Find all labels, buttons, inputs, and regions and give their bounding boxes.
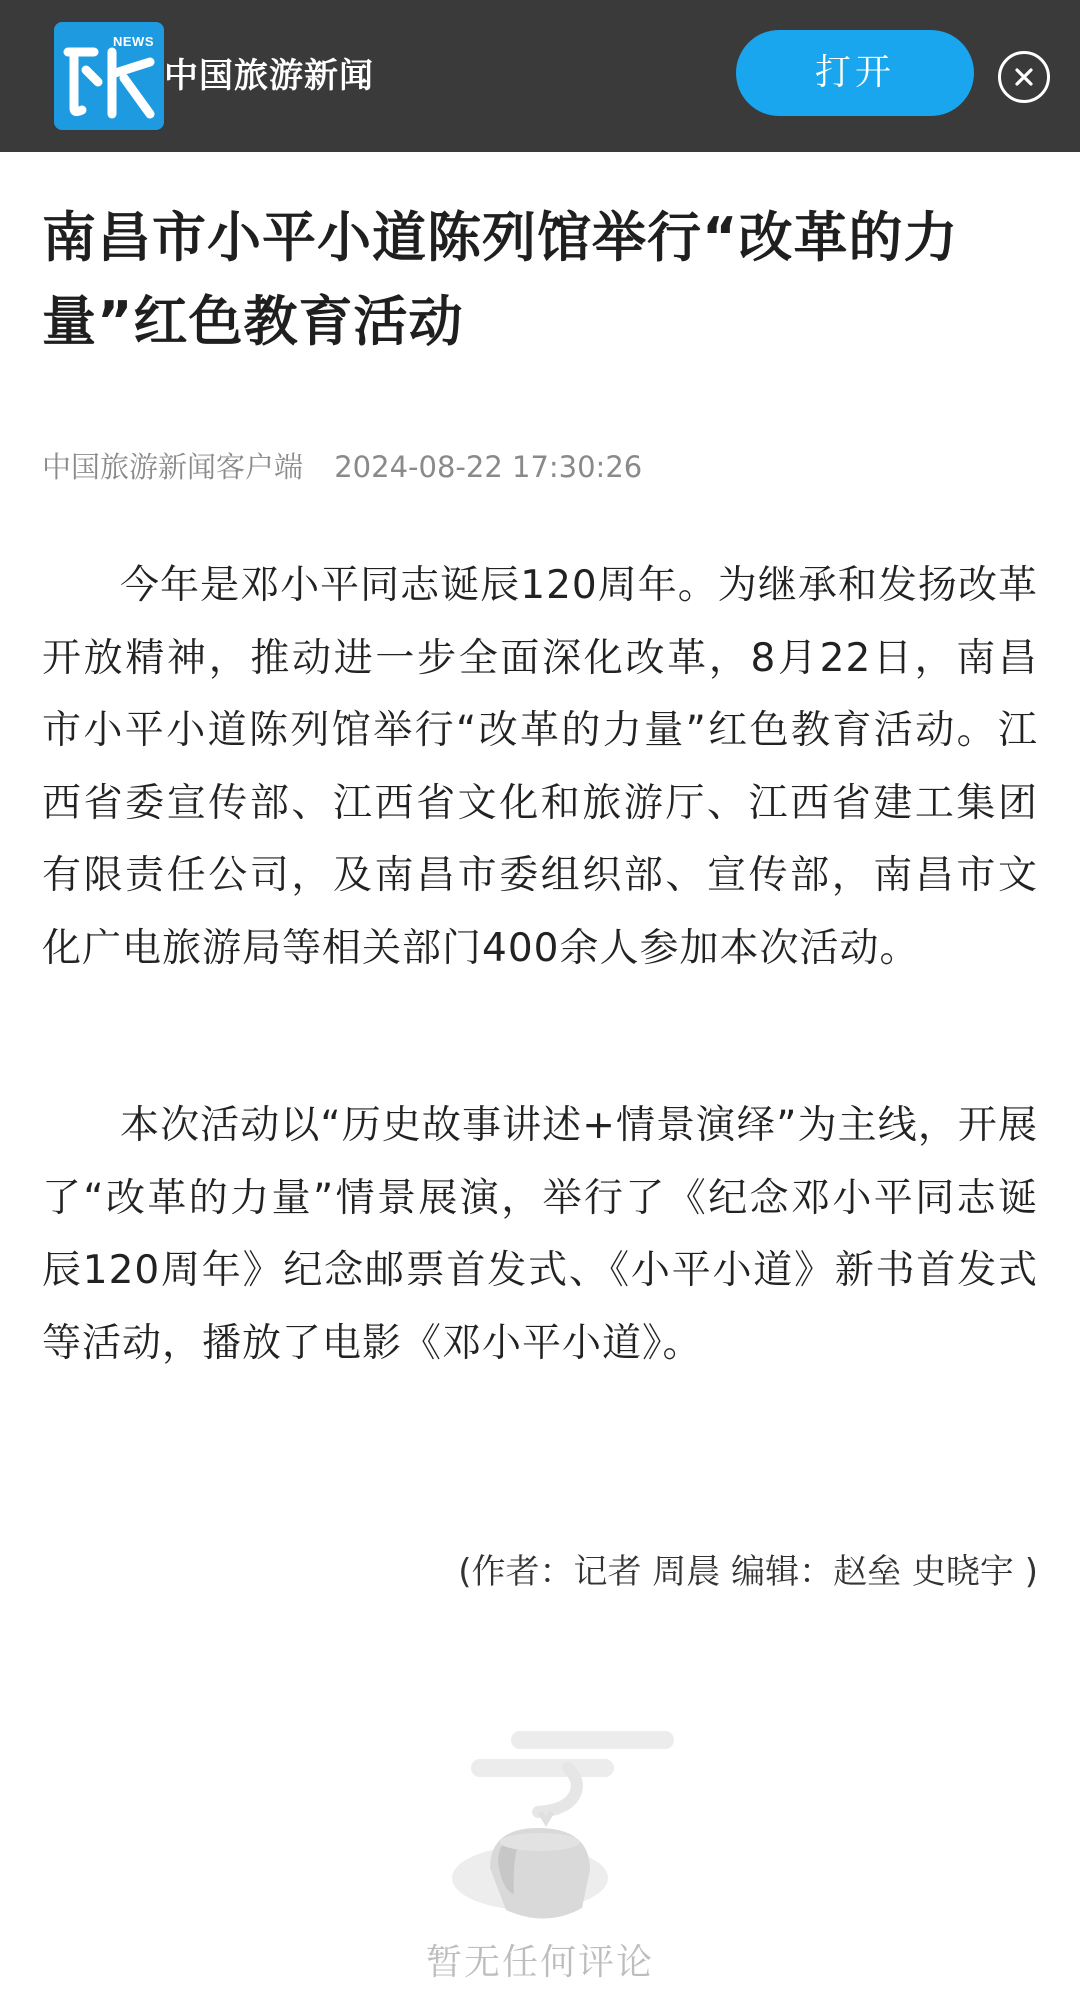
article-datetime: 2024-08-22 17:30:26 (334, 450, 643, 484)
article-source: 中国旅游新闻客户端 (42, 450, 304, 484)
app-download-banner (0, 0, 1080, 152)
article-credit: (作者：记者 周晨 编辑：赵垒 史晓宇 ) (458, 1552, 1038, 1592)
empty-comments-icon (450, 1730, 680, 1930)
open-app-button[interactable]: 打开 (736, 30, 974, 116)
logo-news-badge: NEWS (113, 34, 154, 49)
close-icon (1014, 67, 1034, 87)
article-meta (42, 442, 642, 492)
app-logo (54, 22, 164, 130)
brand-name: 中国旅游新闻 (164, 56, 374, 96)
empty-comments-illustration (450, 1730, 680, 1930)
empty-comments-text: 暂无任何评论 (425, 1942, 654, 1983)
article-title: 南昌市小平小道陈列馆举行“改革的力量”红色教育活动 (42, 206, 959, 353)
article-paragraph: 本次活动以“历史故事讲述+情景演绎”为主线，开展了“改革的力量”情景展演，举行了《纪念邓小平同志诞辰120周年》纪念邮票首发式、《小平小道》新书首发式等活动，播放了电影《邓小平小道》。 (42, 1103, 1038, 1366)
close-banner-button[interactable] (998, 51, 1050, 103)
article-paragraph: 今年是邓小平同志诞辰120周年。为继承和发扬改革开放精神，推动进一步全面深化改革，8月22日，南昌市小平小道陈列馆举行“改革的力量”红色教育活动。江西省委宣传部、江西省文化和旅游厅、江西省建工集团有限责任公司，及南昌市委组织部、宣传部，南昌市文化广电旅游局等相关部门400余人参加本次活动。 (42, 563, 1038, 971)
